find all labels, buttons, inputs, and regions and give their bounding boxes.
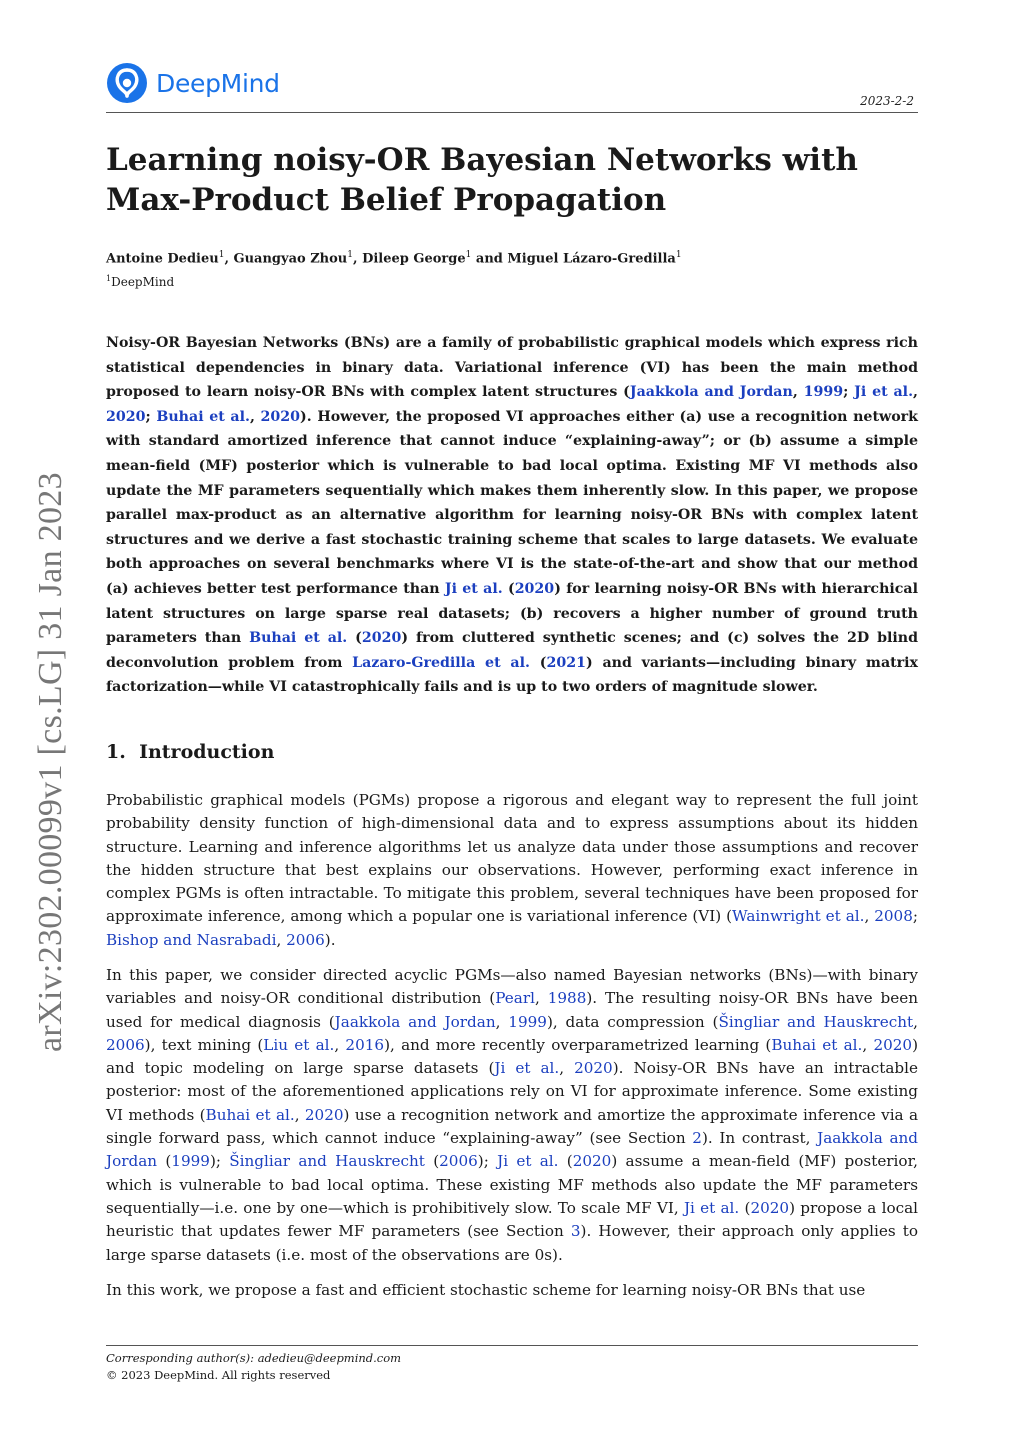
- abstract-text: ). However, the proposed VI approaches either (a) use a recognition network with standard amortized inference that cannot induce “explaining-away”; or (b) assume a simple mean-field (MF) posterior which is vulnerable to bad local optima. Existing MF VI methods also update the MF parameters sequentially which makes them inherently slow. In this paper, we propose parallel max-product as an alternative algorithm for learning noisy-OR BNs with complex latent structures and we derive a fast stochastic training scheme that scales to large datasets. We evaluate both approaches on several benchmarks where VI is the state-of-the-art and show that our method (a) achieves better test performance than: [106, 408, 918, 597]
- citation-link[interactable]: 2006: [439, 1152, 478, 1171]
- author-name: Guangyao Zhou: [233, 251, 348, 267]
- abstract-text: (: [529, 654, 547, 671]
- citation-link[interactable]: Pearl: [495, 989, 535, 1008]
- publication-date: 2023-2-2: [860, 94, 914, 108]
- author-name: Dileep George: [362, 251, 466, 267]
- section-number: 1.: [106, 741, 126, 763]
- citation-link[interactable]: Bishop and Nasrabadi: [106, 930, 277, 949]
- body-text: ,: [862, 1035, 874, 1054]
- corresponding-author: Corresponding author(s): adedieu@deepmind.com: [106, 1351, 402, 1365]
- citation-link[interactable]: 2020: [572, 1152, 612, 1171]
- citation-link[interactable]: Ji et al.: [497, 1152, 559, 1171]
- body-text: );: [477, 1152, 498, 1171]
- paper-title: [106, 140, 918, 220]
- abstract-text: (: [502, 580, 515, 597]
- citation-link[interactable]: Jaakkola and Jordan: [334, 1012, 496, 1031]
- abstract-text: ;: [843, 384, 855, 401]
- intro-paragraph-3: [106, 1279, 918, 1302]
- body-text: In this paper, we consider directed acyclic PGMs—also named Bayesian networks (BNs)—with binary variables and noisy-OR conditional distribution (: [106, 966, 918, 1008]
- author-name: Miguel Lázaro-Gredilla: [507, 251, 676, 267]
- body-text: ), text mining (: [144, 1035, 264, 1054]
- citation-link[interactable]: Buhai et al.: [205, 1105, 295, 1124]
- section-reference-link[interactable]: 2: [692, 1129, 702, 1148]
- header-rule: [106, 112, 918, 113]
- citation-link[interactable]: Buhai et al.: [249, 630, 348, 647]
- citation-link[interactable]: 2006: [106, 1035, 145, 1054]
- body-text: ;: [912, 907, 918, 926]
- citation-link[interactable]: 2020: [873, 1035, 913, 1054]
- body-text: ) assume a mean-field (MF) posterior, which is vulnerable to bad local optima. These existing MF methods also update the MF parameters sequentially—i.e. one by one—which is prohibitively slow. To scale MF VI,: [106, 1152, 918, 1217]
- intro-paragraph-1: [106, 789, 918, 952]
- author-affil-mark: 1: [675, 250, 682, 260]
- citation-link[interactable]: Šingliar and Hauskrecht: [229, 1152, 425, 1171]
- citation-link[interactable]: 2020: [750, 1198, 790, 1217]
- body-text: ) and topic modeling on large sparse datasets (: [106, 1035, 919, 1078]
- author-conjunction: and: [475, 251, 503, 267]
- abstract: [106, 331, 918, 700]
- citation-link[interactable]: 2020: [361, 630, 402, 647]
- author-list: Antoine Dedieu$^1$, Guangyao Zhou$^1$, Dileep George$^1$ and Miguel Lázaro-Gredilla$^1$: [106, 250, 682, 267]
- citation-link[interactable]: 2021: [546, 654, 586, 671]
- body-text: ,: [864, 907, 875, 926]
- intro-paragraph-2: [106, 964, 918, 1267]
- author-name: Antoine Dedieu: [106, 251, 219, 267]
- citation-link[interactable]: 2020: [260, 408, 301, 425]
- abstract-text: ;: [145, 408, 157, 425]
- author-affil-mark: 1: [465, 250, 472, 260]
- citation-link[interactable]: Šingliar and Hauskrecht: [718, 1012, 914, 1031]
- abstract-text: (: [347, 630, 362, 647]
- body-text: ). The resulting noisy-OR BNs have been used for medical diagnosis (: [106, 989, 918, 1031]
- body-text: ) use a recognition network and amortize the approximate inference via a single forward pass, which cannot induce “explaining-away” (see Section: [106, 1105, 919, 1148]
- citation-link[interactable]: 1988: [547, 989, 587, 1008]
- citation-link[interactable]: Wainwright et al.: [732, 907, 865, 926]
- citation-link[interactable]: 2008: [874, 907, 913, 926]
- deepmind-logo-icon: [106, 62, 148, 104]
- citation-link[interactable]: 2020: [106, 408, 146, 425]
- body-text: (: [739, 1198, 751, 1217]
- body-text: ,: [534, 989, 548, 1008]
- affiliation: [106, 274, 174, 289]
- body-text: ,: [495, 1012, 509, 1031]
- body-text: (: [558, 1152, 573, 1171]
- citation-link[interactable]: Ji et al.: [683, 1198, 740, 1217]
- citation-link[interactable]: 2016: [345, 1035, 385, 1054]
- citation-link[interactable]: 1999: [803, 384, 844, 401]
- citation-link[interactable]: Liu et al.: [263, 1035, 335, 1054]
- logo-text: DeepMind: [156, 68, 280, 98]
- citation-link[interactable]: 2020: [514, 580, 555, 597]
- abstract-text: Noisy-OR Bayesian Networks (BNs) are a family of probabilistic graphical models which express rich statistical dependencies in binary data. Variational inference (VI) has been the main method proposed to learn noisy-OR BNs with complex latent structures (: [106, 335, 918, 401]
- body-text: (: [424, 1152, 440, 1171]
- body-text: ), and more recently overparametrized learning (: [384, 1035, 772, 1054]
- deepmind-logo: [106, 62, 280, 104]
- author-affil-mark: 1: [218, 250, 225, 260]
- abstract-text: ,: [792, 384, 804, 401]
- citation-link[interactable]: Buhai et al.: [156, 408, 250, 425]
- body-text: ). In contrast,: [701, 1129, 818, 1148]
- citation-link[interactable]: Ji et al.: [854, 384, 914, 401]
- body-text: ,: [559, 1059, 575, 1078]
- body-text: (: [157, 1152, 172, 1171]
- body-text: ) propose a local heuristic that updates fewer MF parameters (see Section: [106, 1198, 919, 1241]
- copyright-notice: © 2023 DeepMind. All rights reserved: [106, 1368, 331, 1382]
- citation-link[interactable]: Buhai et al.: [771, 1035, 863, 1054]
- body-text: ,: [276, 930, 287, 949]
- abstract-text: ,: [913, 384, 918, 401]
- body-text: ,: [334, 1035, 346, 1054]
- citation-link[interactable]: Jaakkola and Jordan: [629, 384, 793, 401]
- body-text: ). However, their approach only applies to large sparse datasets (i.e. most of the observations are 0s).: [106, 1222, 919, 1264]
- author-affil-mark: 1: [347, 250, 353, 260]
- section-heading-introduction: [106, 741, 274, 763]
- body-text: ). Noisy-OR BNs have an intractable posterior: most of the aforementioned applications rely on VI for approximate inference. Some existing VI methods (: [106, 1059, 918, 1124]
- body-text: Probabilistic graphical models (PGMs) propose a rigorous and elegant way to represent the full joint probability density function of high-dimensional data and to express assumptions about its hidden structure. Learning and inference algorithms let us analyze data under those assumptions and recover the hidden structure that best explains our observations. However, performing exact inference in complex PGMs is often intractable. To mitigate this problem, several techniques have been proposed for approximate inference, among which a popular one is variational inference (VI) (: [106, 791, 918, 926]
- abstract-text: ) from cluttered synthetic scenes; and (c) solves the 2D blind deconvolution problem from: [106, 630, 919, 671]
- body-text: ,: [913, 1012, 918, 1031]
- citation-link[interactable]: 2020: [304, 1105, 344, 1124]
- affiliation-mark: 1: [106, 274, 112, 283]
- citation-link[interactable]: Ji et al.: [494, 1059, 560, 1078]
- body-text: );: [209, 1152, 230, 1171]
- abstract-text: ,: [249, 408, 261, 425]
- citation-link[interactable]: Ji et al.: [444, 580, 503, 597]
- body-text: ), data compression (: [546, 1012, 719, 1031]
- arxiv-stamp: arXiv:2302.00099v1 [cs.LG] 31 Jan 2023: [32, 472, 69, 1052]
- body-text: ).: [324, 930, 336, 949]
- section-title: Introduction: [139, 741, 275, 763]
- abstract-text: ) and variants—including binary matrix factorization—while VI catastrophically fails and is up to two orders of magnitude slower.: [106, 654, 919, 696]
- citation-link[interactable]: 2020: [574, 1059, 613, 1078]
- title-line-1: Learning noisy-OR Bayesian Networks with: [106, 142, 858, 178]
- citation-link[interactable]: Lazaro-Gredilla et al.: [352, 654, 530, 671]
- affiliation-name: DeepMind: [111, 275, 175, 289]
- citation-link[interactable]: 2006: [286, 930, 325, 949]
- citation-link[interactable]: 1999: [171, 1152, 210, 1171]
- footer-rule: [106, 1345, 918, 1346]
- section-reference-link[interactable]: 3: [570, 1222, 581, 1241]
- body-text: ,: [294, 1105, 305, 1124]
- title-line-2: Max-Product Belief Propagation: [106, 182, 667, 218]
- citation-link[interactable]: Jaakkola and Jordan: [106, 1129, 919, 1171]
- abstract-text: ) for learning noisy-OR BNs with hierarchical latent structures on large sparse real datasets; (b) recovers a higher number of ground truth parameters than: [106, 580, 918, 647]
- citation-link[interactable]: 1999: [508, 1012, 547, 1031]
- body-text: In this work, we propose a fast and efficient stochastic scheme for learning noisy-OR BNs that use: [106, 1281, 866, 1299]
